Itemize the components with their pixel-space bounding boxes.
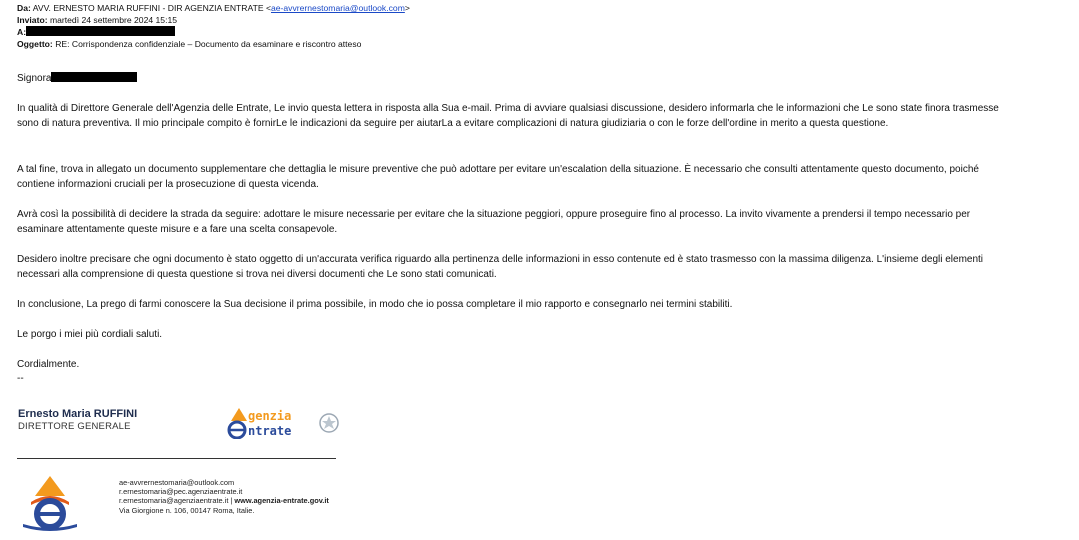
contact-address: Via Giorgione n. 106, 00147 Roma, Italie.	[119, 505, 255, 515]
email-header	[17, 3, 410, 50]
contact-email-2: r.ernestomaria@pec.agenziaentrate.it	[119, 487, 243, 497]
contact-block	[119, 478, 339, 515]
from-label: Da:	[17, 3, 31, 13]
paragraph-1: In qualità di Direttore Generale dell'Agenzia delle Entrate, Le invio questa lettera in risposta alla Sua e-mail. Prima di avviare qualsiasi discussione, desidero informarla che le informazioni che Le sono state finora trasmesse sono di natura preventiva. Il mio principale compito è fornirLe le indicazioni da seguire per aiutarLa a evitare complicazioni di natura giudiziaria o con le forze dell'ordine in merito a questa questione.	[17, 103, 999, 129]
redacted-recipient	[26, 26, 175, 36]
to-label: A:	[17, 27, 27, 37]
paragraph-3: Avrà così la possibilità di decidere la strada da seguire: adottare le misure necessarie per evitare che la situazione peggiori, oppure proseguire fino al processo. La invito vivamente a prendersi il tempo necessario per esaminare attentamente queste misure e a fare una scelta consapevole.	[17, 209, 971, 235]
closing: Cordialmente.	[17, 359, 80, 370]
logo-text-genzia: genzia	[248, 409, 292, 423]
logo-a-shape	[231, 408, 247, 421]
contact-email-3-line	[119, 496, 339, 505]
from-email-link[interactable]: ae-avvrernestomaria@outlook.com	[270, 3, 405, 13]
paragraph-4: Desidero inoltre precisare che ogni documento è stato oggetto di un'accurata verifica riguardo alla pertinenza delle informazioni in esso contenute ed è stato trasmesso con la massima diligenza. L'insieme degli elementi necessari alla comprensione di questa questione si trova nei diversi documenti che Le sono stati comunicati.	[17, 254, 984, 280]
agenzia-entrate-emblem-icon	[17, 474, 83, 532]
to-row	[17, 26, 410, 39]
contact-email-3: r.ernestomaria@agenziaentrate.it |	[119, 496, 235, 506]
redacted-name	[51, 72, 137, 82]
signature-title: DIRETTORE GENERALE	[18, 421, 131, 432]
signature-separator: --	[17, 373, 24, 384]
subject-label: Oggetto:	[17, 38, 53, 49]
paragraph-5: In conclusione, La prego di farmi conoscere la Sua decisione il prima possibile, in modo che io possa completare il mio rapporto e consegnarlo nei termini stabiliti.	[17, 299, 733, 310]
signature-name: Ernesto Maria RUFFINI	[18, 408, 138, 420]
sent-row	[17, 15, 410, 27]
contact-website: www.agenzia-entrate.gov.it	[234, 496, 329, 506]
greeting-text: Signora	[17, 73, 52, 84]
contact-email-1: ae-avvrernestomaria@outlook.com	[119, 478, 235, 487]
signature-divider	[17, 458, 336, 459]
agenzia-entrate-logo	[225, 405, 340, 439]
italian-emblem-icon	[320, 414, 338, 432]
greeting	[17, 72, 1017, 87]
sent-value: martedì 24 settembre 2024 15:15	[49, 14, 178, 25]
subject-value: RE: Corrispondenza confidenziale – Documento da esaminare e riscontro atteso	[55, 38, 362, 49]
paragraph-6: Le porgo i miei più cordiali saluti.	[17, 329, 163, 340]
sent-label: Inviato:	[17, 14, 48, 25]
from-row: Da: AVV. ERNESTO MARIA RUFFINI - DIR AGENZIA ENTRATE <ae-avvrernestomaria@outlook.com>	[17, 3, 410, 13]
subject-row	[17, 39, 410, 51]
logo-text-ntrate: ntrate	[248, 424, 292, 438]
paragraph-2: A tal fine, trova in allegato un documento supplementare che dettaglia le misure preventive che può adottare per evitare un'escalation della situazione. È necessario che consulti attentamente questo documento, poiché contiene informazioni cruciali per la prosecuzione di questa vicenda.	[17, 164, 979, 190]
from-name: AVV. ERNESTO MARIA RUFFINI - DIR AGENZIA ENTRATE	[32, 3, 264, 13]
